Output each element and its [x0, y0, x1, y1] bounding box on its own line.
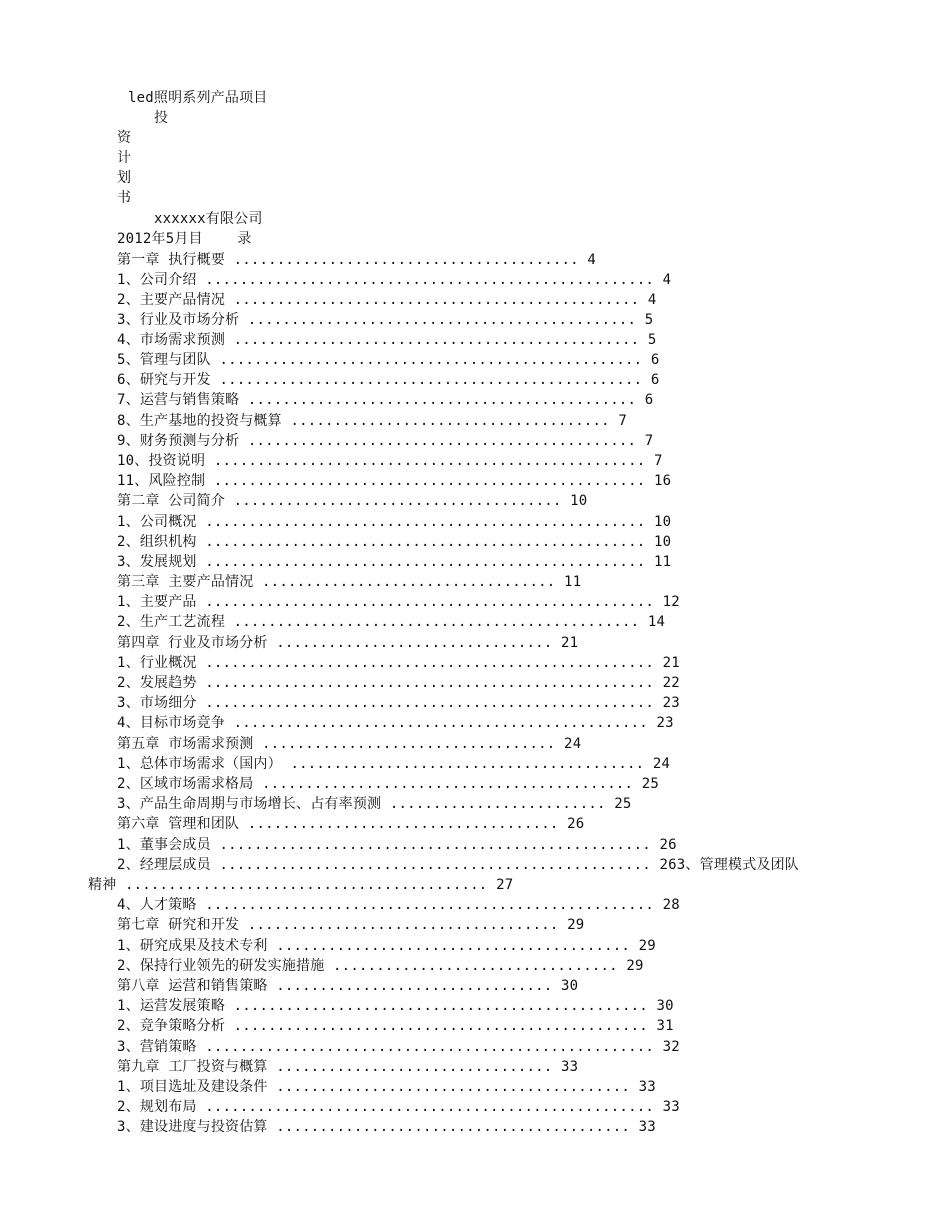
title-line-1: led照明系列产品项目: [128, 90, 268, 106]
toc-entry: 10、投资说明 .................................................. 7: [117, 453, 663, 469]
toc-entry: 第六章 管理和团队 .................................... 26: [117, 816, 585, 832]
toc-entry: 2、经理层成员 .................................................. 263、管理模式及团队: [117, 857, 800, 873]
toc-entry-wrapped: 精神 .......................................... 27: [88, 877, 514, 893]
title-line-2: 投: [154, 110, 169, 126]
title-vertical-char: 计: [117, 150, 132, 166]
toc-entry: 第五章 市场需求预测 .................................. 24: [117, 736, 582, 752]
toc-entry: 5、管理与团队 ................................................. 6: [117, 352, 660, 368]
toc-entry: 1、公司介绍 .................................................... 4: [117, 272, 672, 288]
toc-entry: 8、生产基地的投资与概算 ..................................... 7: [117, 413, 627, 429]
toc-entry: 3、发展规划 ................................................... 11: [117, 554, 672, 570]
toc-entry: 1、行业概况 .................................................... 21: [117, 655, 680, 671]
toc-entry: 4、目标市场竞争 ................................................ 23: [117, 715, 674, 731]
toc-entry: 2、主要产品情况 ............................................... 4: [117, 292, 657, 308]
toc-entry: 第三章 主要产品情况 .................................. 11: [117, 574, 582, 590]
toc-entry: 3、行业及市场分析 ............................................. 5: [117, 312, 654, 328]
toc-entry: 1、研究成果及技术专利 ......................................... 29: [117, 938, 656, 954]
toc-entry: 4、市场需求预测 ............................................... 5: [117, 332, 657, 348]
toc-entry: 4、人才策略 .................................................... 28: [117, 897, 680, 913]
title-vertical-char: 书: [117, 190, 132, 206]
toc-entry: 3、营销策略 .................................................... 32: [117, 1039, 680, 1055]
toc-entry: 7、运营与销售策略 ............................................. 6: [117, 392, 654, 408]
toc-entry: 2、保持行业领先的研发实施措施 ................................. 29: [117, 958, 644, 974]
toc-entry: 第四章 行业及市场分析 ................................ 21: [117, 635, 579, 651]
toc-entry: 1、主要产品 .................................................... 12: [117, 594, 680, 610]
company-name: xxxxxx有限公司: [154, 211, 263, 227]
title-vertical-char: 资: [117, 130, 132, 146]
toc-entry: 第八章 运营和销售策略 ................................ 30: [117, 978, 579, 994]
toc-entry: 3、建设进度与投资估算 ......................................... 33: [117, 1119, 656, 1135]
toc-entry: 3、产品生命周期与市场增长、占有率预测 ......................... 25: [117, 796, 632, 812]
toc-entry: 2、区域市场需求格局 ........................................... 25: [117, 776, 659, 792]
toc-entry: 11、风险控制 .................................................. 16: [117, 473, 672, 489]
toc-entry: 第一章 执行概要 ........................................ 4: [117, 252, 597, 268]
toc-entry: 3、市场细分 .................................................... 23: [117, 695, 680, 711]
toc-entry: 6、研究与开发 ................................................. 6: [117, 372, 660, 388]
toc-entry: 2、规划布局 .................................................... 33: [117, 1099, 680, 1115]
toc-entry: 2、发展趋势 .................................................... 22: [117, 675, 680, 691]
toc-entry: 第九章 工厂投资与概算 ................................ 33: [117, 1059, 579, 1075]
toc-entry: 1、董事会成员 .................................................. 26: [117, 837, 677, 853]
toc-entry: 1、总体市场需求（国内） ......................................... 24: [117, 756, 671, 772]
toc-entry: 第七章 研究和开发 .................................... 29: [117, 917, 585, 933]
toc-entry: 9、财务预测与分析 ............................................. 7: [117, 433, 654, 449]
toc-entry: 2、竞争策略分析 ................................................ 31: [117, 1018, 674, 1034]
toc-entry: 1、公司概况 ................................................... 10: [117, 514, 672, 530]
title-vertical-char: 划: [117, 170, 132, 186]
toc-entry: 2、生产工艺流程 ............................................... 14: [117, 614, 666, 630]
date-and-toc-heading: 2012年5月目 录: [117, 231, 252, 247]
toc-entry: 1、项目选址及建设条件 ......................................... 33: [117, 1079, 656, 1095]
toc-entry: 第二章 公司简介 ...................................... 10: [117, 493, 588, 509]
toc-entry: 1、运营发展策略 ................................................ 30: [117, 998, 674, 1014]
toc-entry: 2、组织机构 ................................................... 10: [117, 534, 672, 550]
